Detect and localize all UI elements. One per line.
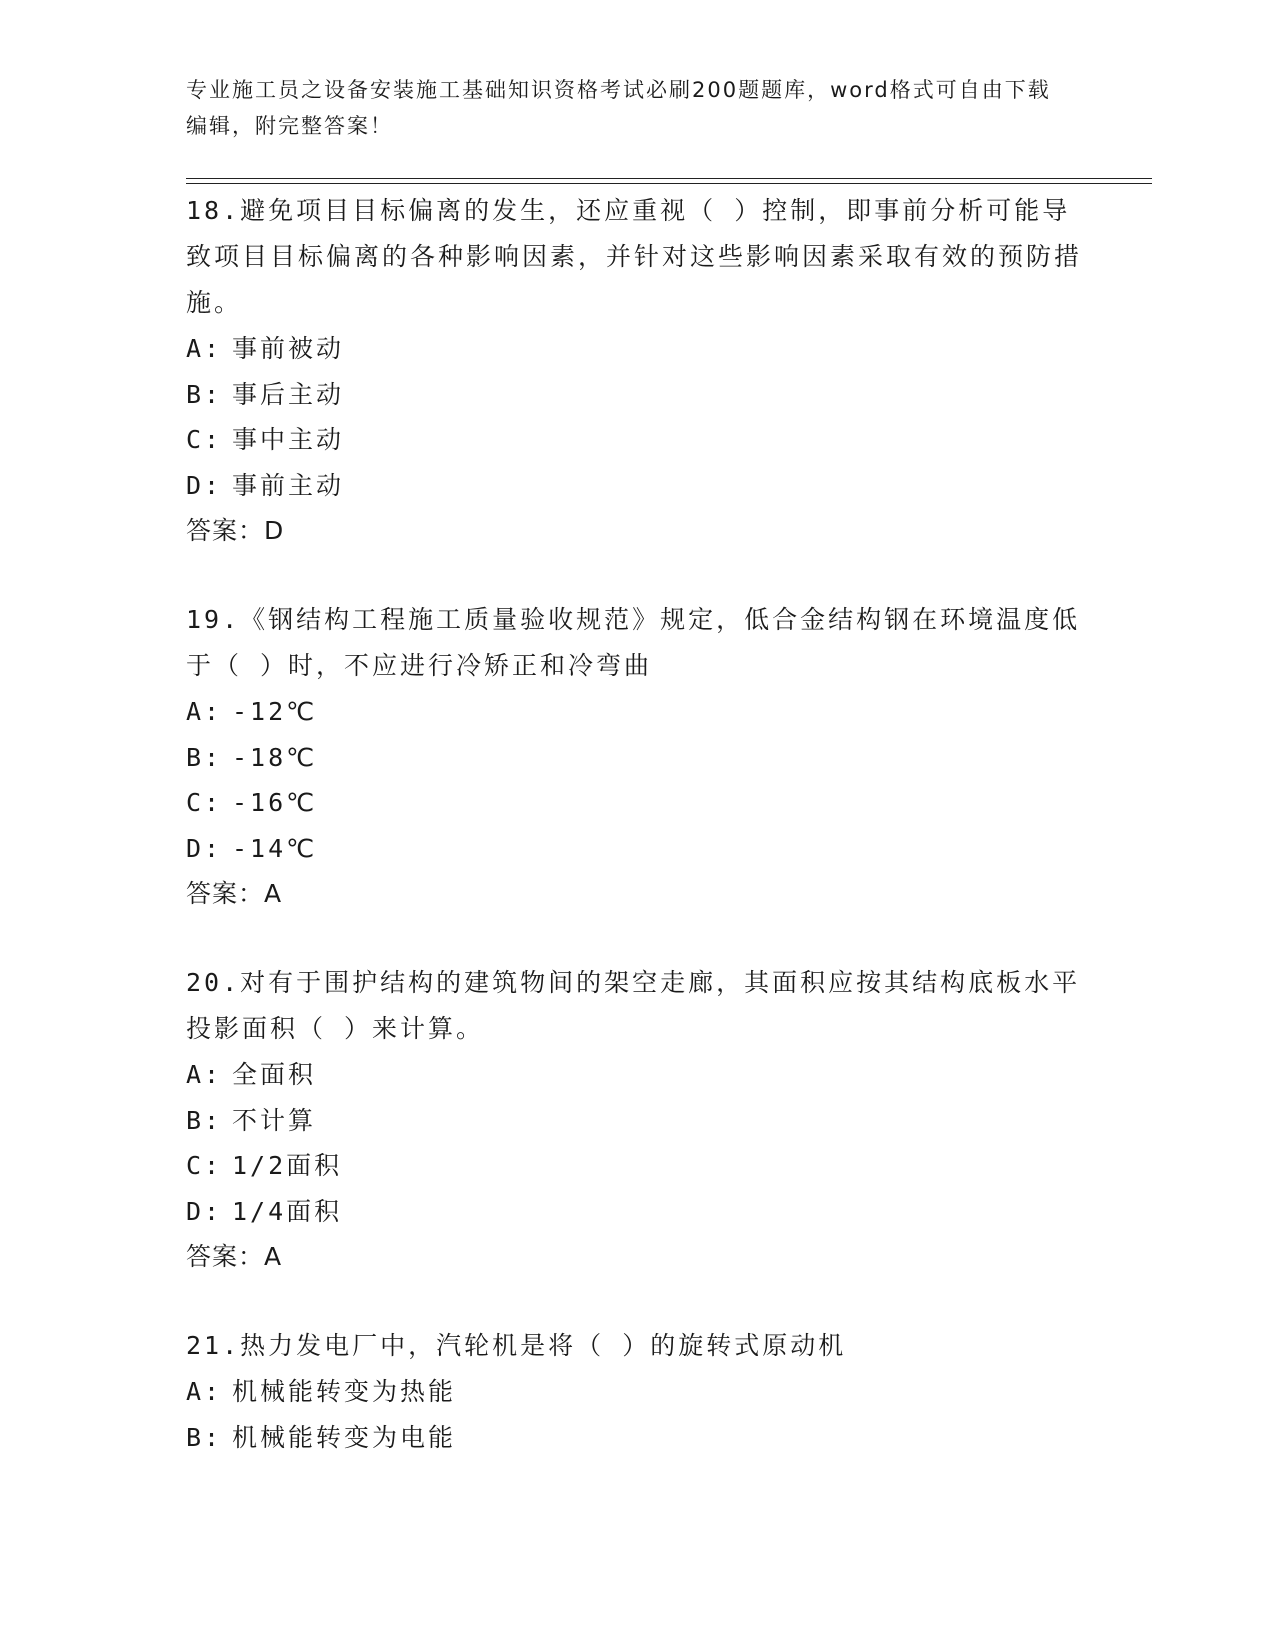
- option-text: 事后主动: [232, 379, 345, 409]
- document-header: 专业施工员之设备安装施工基础知识资格考试必刷200题题库，word格式可自由下载编辑，附完整答案！: [186, 78, 1051, 138]
- option-b: [186, 1098, 1086, 1144]
- option-d: [186, 1189, 1086, 1235]
- option-d: [186, 826, 1086, 872]
- option-letter: A:: [186, 697, 223, 726]
- option-text: 不计算: [232, 1105, 317, 1135]
- option-text: 机械能转变为热能: [232, 1377, 457, 1406]
- option-text: 全面积: [232, 1060, 317, 1089]
- question-text: 18.避免项目目标偏离的发生，还应重视（ ）控制，即事前分析可能导致项目目标偏离的各种影响因素，并针对这些影响因素采取有效的预防措施。: [186, 196, 1083, 317]
- answer-line: 答案：D: [186, 516, 285, 545]
- option-letter: B:: [186, 1422, 223, 1452]
- option-letter: B:: [186, 1105, 223, 1135]
- option-letter: D:: [186, 470, 223, 500]
- option-b: [186, 372, 1086, 418]
- option-letter: D:: [186, 1196, 223, 1226]
- question-item: [186, 1323, 1086, 1460]
- question-list: [186, 188, 1086, 1503]
- option-text: 1/4面积: [232, 1196, 343, 1226]
- question-text: 21.热力发电厂中，汽轮机是将（ ）的旋转式原动机: [186, 1331, 847, 1360]
- option-b: [186, 735, 1086, 781]
- option-a: [186, 1052, 1086, 1098]
- option-letter: C:: [186, 788, 223, 817]
- header-divider-top: [186, 178, 1152, 179]
- question-item: [186, 188, 1086, 554]
- option-a: [186, 689, 1086, 735]
- option-a: [186, 326, 1086, 372]
- option-a: [186, 1369, 1086, 1415]
- option-c: [186, 780, 1086, 826]
- option-text: -14℃: [232, 833, 318, 863]
- option-letter: A:: [186, 334, 223, 363]
- option-text: 事中主动: [232, 425, 345, 454]
- question-text: 19.《钢结构工程施工质量验收规范》规定，低合金结构钢在环境温度低于（ ）时，不应进行冷矫正和冷弯曲: [186, 605, 1081, 680]
- option-text: -12℃: [232, 697, 318, 726]
- option-text: 机械能转变为电能: [232, 1422, 457, 1452]
- question-item: [186, 597, 1086, 917]
- question-text: 20.对有于围护结构的建筑物间的架空走廊，其面积应按其结构底板水平投影面积（ ）来计算。: [186, 968, 1081, 1043]
- option-letter: B:: [186, 379, 223, 409]
- answer-line: 答案：A: [186, 1242, 283, 1271]
- option-c: [186, 417, 1086, 463]
- option-letter: C:: [186, 425, 223, 454]
- option-letter: D:: [186, 833, 223, 863]
- option-b: [186, 1415, 1086, 1461]
- option-letter: A:: [186, 1377, 223, 1406]
- answer-line: 答案：A: [186, 879, 283, 908]
- option-text: 1/2面积: [232, 1151, 343, 1180]
- option-d: [186, 463, 1086, 509]
- option-c: [186, 1143, 1086, 1189]
- option-letter: A:: [186, 1060, 223, 1089]
- option-text: 事前被动: [232, 334, 345, 363]
- option-letter: C:: [186, 1151, 223, 1180]
- option-text: -18℃: [232, 742, 318, 772]
- option-text: 事前主动: [232, 470, 345, 500]
- option-letter: B:: [186, 742, 223, 772]
- header-divider-bottom: [186, 183, 1152, 184]
- question-item: [186, 960, 1086, 1280]
- option-text: -16℃: [232, 788, 318, 817]
